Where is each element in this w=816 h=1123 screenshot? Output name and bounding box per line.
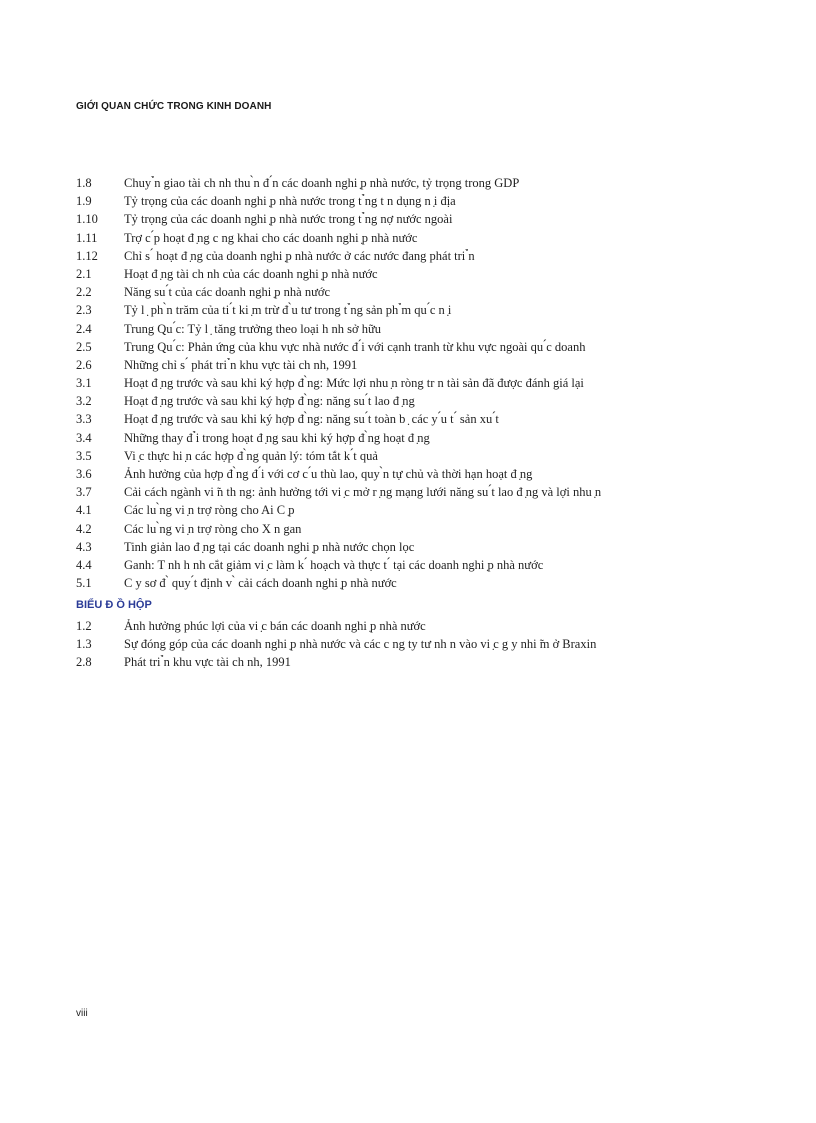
item-title: Phát tri ̉n khu vực tài ch nh, 1991 — [124, 655, 291, 670]
list-item — [76, 338, 756, 356]
list-item — [76, 283, 756, 301]
list-item — [76, 501, 756, 519]
item-title: Tinh giản lao đ ̣ng tại các doanh nghi ̣p nhà nước chọn lọc — [124, 539, 415, 554]
list-item — [76, 617, 756, 635]
item-title: Những thay đ ̉i trong hoạt đ ̣ng sau khi ký hợp đ ̀ng hoạt đ ̣ng — [124, 430, 430, 445]
list-item — [76, 247, 756, 265]
item-title: C y sơ đ ̀ quy ́t định v ̀ cải cách doanh nghi ̣p nhà nước — [124, 576, 397, 591]
list-item — [76, 320, 756, 338]
list-item — [76, 653, 756, 671]
item-number: 2.8 — [76, 655, 92, 670]
item-title: Chỉ s ́ hoạt đ ̣ng của doanh nghi ̣p nhà nước ở các nước đang phát tri ̉n — [124, 248, 475, 263]
list-item — [76, 356, 756, 374]
list-item — [76, 538, 756, 556]
item-title: Các lu ̀ng vi ̣n trợ ròng cho X n gan — [124, 521, 302, 536]
item-number: 3.1 — [76, 376, 92, 391]
item-number: 2.3 — [76, 303, 92, 318]
item-number: 4.1 — [76, 503, 92, 518]
item-title: Tỷ trọng của các doanh nghi ̣p nhà nước trong t ̉ng t n dụng n ̣i địa — [124, 194, 456, 209]
item-number: 2.5 — [76, 339, 92, 354]
item-title: Trung Qu ́c: Tỷ l ̣ tăng trưởng theo loại h nh sở hữu — [124, 321, 381, 336]
box-list — [76, 617, 756, 672]
item-number: 1.8 — [76, 176, 92, 190]
list-item — [76, 301, 756, 319]
item-number: 2.6 — [76, 357, 92, 372]
item-title: Cải cách ngành vi ̃n th ng: ảnh hưởng tới vi ̣c mở r ̣ng mạng lưới năng su ́t lao đ ̣ng và lợi nhu ̣n — [124, 485, 602, 500]
item-title: Tỷ l ̣ ph ̀n trăm của ti ́t ki ̣m trừ đ ̀u tư trong t ̉ng sản ph ̉m qu ́c n ̣i — [124, 303, 452, 318]
item-number: 1.11 — [76, 230, 98, 245]
section-heading-boxes: BIỂU Đ Ồ HỘP — [76, 599, 152, 611]
item-number: 4.3 — [76, 539, 92, 554]
item-number: 4.2 — [76, 521, 92, 536]
item-number: 1.9 — [76, 194, 92, 209]
list-item — [76, 483, 756, 501]
list-item — [76, 520, 756, 538]
item-title: Ảnh hưởng của hợp đ ̀ng đ ́i với cơ c ́u thù lao, quy ̀n tự chủ và thời hạn hoạt đ ̣ng — [124, 467, 533, 481]
list-item — [76, 635, 756, 653]
running-header: GIỚI QUAN CHỨC TRONG KINH DOANH — [76, 101, 272, 112]
item-title: Vi ̣c thực hi ̣n các hợp đ ̀ng quản lý: tóm tắt k ́t quả — [124, 448, 378, 463]
list-item — [76, 556, 756, 574]
item-title: Hoạt đ ̣ng tài ch nh của các doanh nghi ̣p nhà nước — [124, 266, 378, 281]
item-title: Trung Qu ́c: Phản ứng của khu vực nhà nước đ ́i với cạnh tranh từ khu vực ngoài qu ́c doanh — [124, 339, 586, 354]
item-number: 5.1 — [76, 576, 92, 591]
list-item — [76, 392, 756, 410]
list-item — [76, 447, 756, 465]
item-number: 1.2 — [76, 619, 92, 633]
item-title: Ảnh hưởng phúc lợi của vi ̣c bán các doanh nghi ̣p nhà nước — [124, 619, 426, 633]
list-item — [76, 210, 756, 228]
item-number: 2.1 — [76, 266, 92, 281]
item-title: Sự đóng góp của các doanh nghi ̣p nhà nước và các c ng ty tư nh n vào vi ̣c g y nhi ̃m ở Braxin — [124, 637, 597, 652]
item-number: 3.3 — [76, 412, 92, 427]
page-number: viii — [76, 1008, 88, 1019]
item-number: 2.4 — [76, 321, 92, 336]
item-number: 3.2 — [76, 394, 92, 409]
list-item — [76, 465, 756, 483]
item-number: 3.7 — [76, 485, 92, 500]
item-number: 3.6 — [76, 467, 92, 481]
item-title: Hoạt đ ̣ng trước và sau khi ký hợp đ ̀ng: năng su ́t toàn b ̣ các y ́u t ́ sản xu ́t — [124, 412, 499, 427]
item-title: Năng su ́t của các doanh nghi ̣p nhà nước — [124, 285, 331, 300]
list-item — [76, 374, 756, 392]
list-item — [76, 574, 756, 592]
item-title: Tỷ trọng của các doanh nghi ̣p nhà nước trong t ̉ng nợ nước ngoài — [124, 212, 453, 227]
item-title: Ganh: T nh h nh cắt giảm vi ̣c làm k ́ hoạch và thực t ́ tại các doanh nghi ̣p nhà nước — [124, 557, 544, 572]
list-item — [76, 265, 756, 283]
list-item — [76, 174, 756, 192]
list-item — [76, 192, 756, 210]
item-number: 1.12 — [76, 248, 98, 263]
item-title: Các lu ̀ng vi ̣n trợ ròng cho Ai C ̣p — [124, 503, 295, 518]
item-number: 3.4 — [76, 430, 92, 445]
item-title: Hoạt đ ̣ng trước và sau khi ký hợp đ ̀ng: Mức lợi nhu ̣n ròng tr n tài sản đã được đánh giá lại — [124, 376, 584, 391]
item-title: Những chỉ s ́ phát tri ̉n khu vực tài ch nh, 1991 — [124, 357, 358, 372]
list-item — [76, 229, 756, 247]
item-number: 1.10 — [76, 212, 98, 227]
item-title: Chuy ̉n giao tài ch nh thu ̀n đ ́n các doanh nghi ̣p nhà nước, tỷ trọng trong GDP — [124, 176, 520, 190]
item-number: 3.5 — [76, 448, 92, 463]
figure-list — [76, 174, 756, 592]
item-title: Trợ c ́p hoạt đ ̣ng c ng khai cho các doanh nghi ̣p nhà nước — [124, 230, 418, 245]
item-number: 1.3 — [76, 637, 92, 652]
list-item — [76, 410, 756, 428]
list-item — [76, 429, 756, 447]
item-number: 4.4 — [76, 557, 92, 572]
item-title: Hoạt đ ̣ng trước và sau khi ký hợp đ ̀ng: năng su ́t lao đ ̣ng — [124, 394, 415, 409]
item-number: 2.2 — [76, 285, 92, 300]
